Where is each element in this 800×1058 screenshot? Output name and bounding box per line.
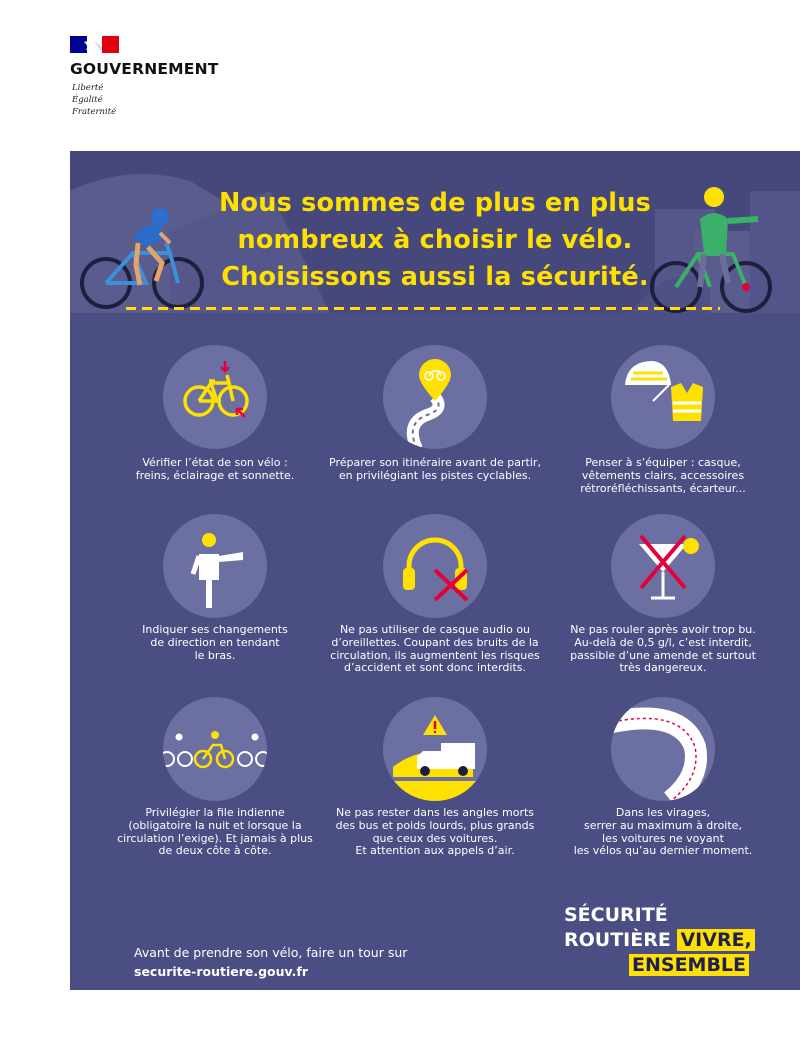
road-curve-icon xyxy=(611,697,715,801)
header-banner xyxy=(70,151,800,313)
brand-line-2 xyxy=(564,928,755,953)
government-title: GOUVERNEMENT xyxy=(70,60,219,78)
headline xyxy=(70,185,800,296)
bicycle-check-icon xyxy=(163,345,267,449)
website-link[interactable]: securite-routiere.gouv.fr xyxy=(134,964,309,979)
motto-liberte: Liberté xyxy=(72,83,104,93)
tip-icon-circle-5 xyxy=(383,514,487,618)
tip-icon-circle-6 xyxy=(611,514,715,618)
brand-line-1: SÉCURITÉ xyxy=(564,904,668,926)
tip-text-1: Vérifier l’état de son vélo : freins, éclairage et sonnette. xyxy=(135,456,295,482)
tip-icon-circle-4 xyxy=(163,514,267,618)
brand-ensemble: ENSEMBLE xyxy=(629,954,749,976)
tip-text-8: Ne pas rester dans les angles morts des bus et poids lourds, plus grands que ceux des voitures. Et attention aux appels d’air. xyxy=(335,806,535,858)
arm-signal-icon xyxy=(163,514,267,618)
footer-info xyxy=(134,943,407,981)
truck-blind-spot-icon xyxy=(383,697,487,801)
brand-line-3-row xyxy=(564,953,755,978)
footer-line: Avant de prendre son vélo, faire un tour sur xyxy=(134,945,408,960)
single-file-icon xyxy=(163,697,267,801)
no-headphones-icon xyxy=(383,514,487,618)
brand-vivre: VIVRE, xyxy=(677,929,754,951)
tip-icon-circle-8 xyxy=(383,697,487,801)
tip-icon-circle-3 xyxy=(611,345,715,449)
tip-icon-circle-2 xyxy=(383,345,487,449)
tip-text-4: Indiquer ses changements de direction en tendant le bras. xyxy=(142,623,288,662)
motto-egalite: Égalité xyxy=(72,95,103,105)
french-flag-icon xyxy=(70,36,119,53)
tip-text-7: Privilégier la file indienne (obligatoire la nuit et lorsque la circulation l’exige). Et jamais à plus de deux côte à côte. xyxy=(117,806,313,858)
helmet-vest-icon xyxy=(611,345,715,449)
no-alcohol-icon xyxy=(611,514,715,618)
brand-line-2a: ROUTIÈRE xyxy=(564,929,671,951)
tip-text-2: Préparer son itinéraire avant de partir, en privilégiant les pistes cyclables. xyxy=(329,456,541,482)
securite-routiere-logo xyxy=(564,903,755,978)
tip-text-5: Ne pas utiliser de casque audio ou d’oreillettes. Coupant des bruits de la circulation, ils augmentent les risques d’accident et sont donc interdits. xyxy=(330,623,540,675)
tip-text-3: Penser à s’équiper : casque, vêtements clairs, accessoires rétroréfléchissants, écarteur... xyxy=(580,456,746,495)
tip-icon-circle-9 xyxy=(611,697,715,801)
route-pin-icon xyxy=(383,345,487,449)
dashed-road-line xyxy=(126,307,720,310)
tip-text-9: Dans les virages, serrer au maximum à droite, les voitures ne voyant les vélos qu’au dernier moment. xyxy=(573,806,753,858)
tip-icon-circle-7 xyxy=(163,697,267,801)
headline-line-2: nombreux à choisir le vélo. xyxy=(237,225,633,255)
tip-text-6: Ne pas rouler après avoir trop bu. Au-delà de 0,5 g/l, c’est interdit, passible d’une amende et surtout très dangereux. xyxy=(570,623,756,675)
safety-poster xyxy=(70,151,800,990)
headline-line-3: Choisissons aussi la sécurité. xyxy=(221,262,649,292)
motto-fraternite: Fraternité xyxy=(72,107,117,117)
headline-line-1: Nous sommes de plus en plus xyxy=(219,188,651,218)
tip-icon-circle-1 xyxy=(163,345,267,449)
